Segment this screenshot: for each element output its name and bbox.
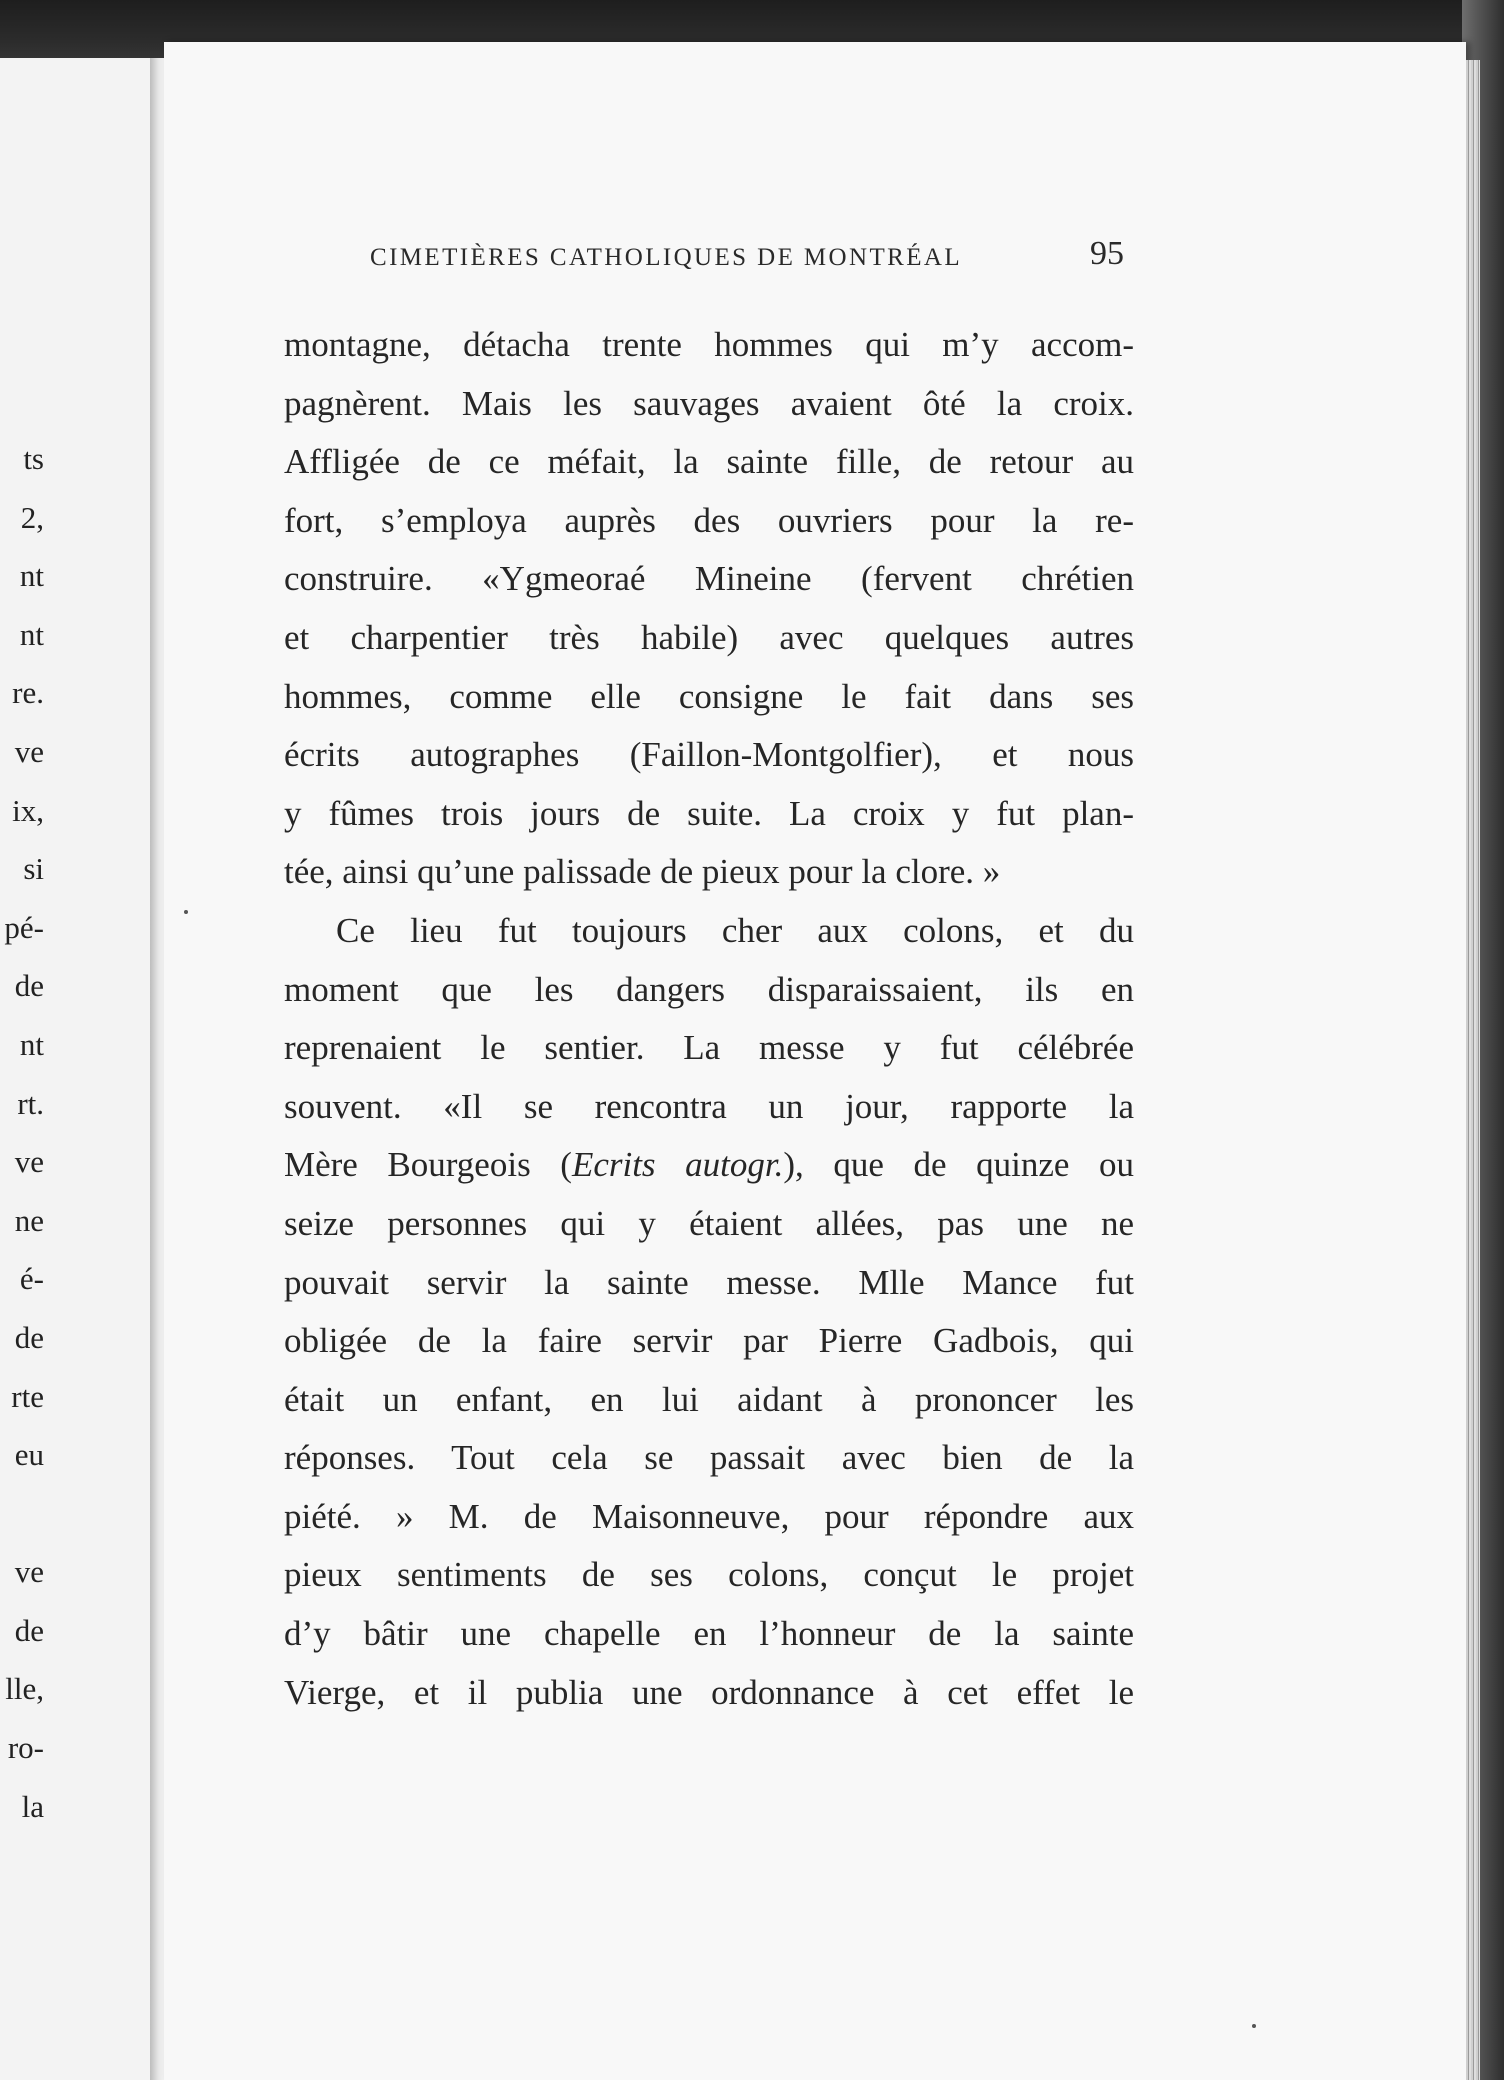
text-line <box>284 961 1134 1020</box>
text-line <box>284 1664 1134 1723</box>
fragment-line: rte <box>11 1378 44 1414</box>
text-line-content: Ce lieu fut toujours cher aux colons, et du <box>336 910 1134 950</box>
page-stack-edge <box>1466 60 1480 2080</box>
text-line <box>284 1605 1134 1664</box>
fragment-line: ne <box>14 1202 44 1238</box>
facing-page-left <box>0 58 150 2080</box>
fragment-line: ro- <box>7 1730 44 1766</box>
fragment-line: nt <box>19 558 44 594</box>
fragment-line: ts <box>23 441 44 476</box>
text-line <box>284 1019 1134 1078</box>
text-line-content: était un enfant, en lui aidant à prononcer les <box>284 1379 1134 1419</box>
text-line <box>284 668 1134 727</box>
text-line <box>284 1254 1134 1313</box>
fragment-line: ve <box>14 733 44 769</box>
text-line-content: pieux sentiments de ses colons, conçut le projet <box>284 1555 1134 1595</box>
text-line <box>284 726 1134 785</box>
facing-page-text-fragments <box>0 430 44 1836</box>
text-line-content: fort, s’employa auprès des ouvriers pour la re- <box>284 500 1134 540</box>
text-line-content: réponses. Tout cela se passait avec bien de la <box>284 1438 1134 1478</box>
fragment-line: nt <box>19 1026 44 1062</box>
text-line-content: obligée de la faire servir par Pierre Gadbois, qui <box>284 1321 1134 1361</box>
text-line <box>284 1371 1134 1430</box>
page-number: 95 <box>1090 235 1124 272</box>
fragment-line: 2, <box>20 499 44 535</box>
fragment-line: nt <box>19 616 44 652</box>
text-line-content: pagnèrent. Mais les sauvages avaient ôté la croix. <box>284 383 1134 423</box>
text-line <box>284 316 1134 375</box>
text-line-content: Affligée de ce méfait, la sainte fille, de retour au <box>284 442 1134 482</box>
fragment-line: de <box>14 968 44 1004</box>
running-head <box>370 235 1130 278</box>
text-line <box>284 375 1134 434</box>
text-line <box>284 1078 1134 1137</box>
text-line <box>284 843 1134 902</box>
book-gutter <box>150 58 164 2080</box>
fragment-line: é- <box>19 1261 44 1297</box>
text-line-content: y fûmes trois jours de suite. La croix y fut plan- <box>284 793 1134 833</box>
text-line-content: écrits autographes (Faillon-Montgolfier), et nous <box>284 735 1134 775</box>
text-line-content: d’y bâtir une chapelle en l’honneur de la sainte <box>284 1614 1134 1654</box>
text-line-content: reprenaient le sentier. La messe y fut célébrée <box>284 1028 1134 1068</box>
text-line <box>284 1136 1134 1195</box>
text-line-content: moment que les dangers disparaissaient, ils en <box>284 969 1134 1009</box>
text-line-content: seize personnes qui y étaient allées, pas une ne <box>284 1203 1134 1243</box>
text-line-content: piété. » M. de Maisonneuve, pour répondre aux <box>284 1496 1134 1536</box>
running-head-title: CIMETIÈRES CATHOLIQUES DE MONTRÉAL <box>370 244 962 271</box>
paper-speck <box>184 910 188 914</box>
text-line <box>284 785 1134 844</box>
body-text <box>284 316 1134 1722</box>
text-line <box>284 902 1134 961</box>
fragment-line: pé- <box>4 909 44 945</box>
text-line <box>284 1546 1134 1605</box>
text-line <box>284 492 1134 551</box>
fragment-line <box>0 1485 44 1544</box>
fragment-line: ix, <box>12 792 44 828</box>
fragment-line: de <box>14 1319 44 1355</box>
fragment-line: eu <box>14 1437 44 1473</box>
text-line-content: tée, ainsi qu’une palissade de pieux pour la clore. » <box>284 852 1001 892</box>
text-line-content: construire. «Ygmeoraé Mineine (fervent chrétien <box>284 559 1134 599</box>
fragment-line: la <box>21 1788 44 1824</box>
text-line <box>284 1488 1134 1547</box>
text-line-content: Vierge, et il publia une ordonnance à cet effet le <box>284 1672 1134 1712</box>
text-line <box>284 1429 1134 1488</box>
fragment-line: de <box>14 1612 44 1648</box>
text-line-content: et charpentier très habile) avec quelques autres <box>284 617 1134 657</box>
text-line-content: montagne, détacha trente hommes qui m’y accom- <box>284 325 1134 364</box>
fragment-line: lle, <box>5 1671 44 1707</box>
text-line <box>284 550 1134 609</box>
text-line <box>284 1195 1134 1254</box>
fragment-line: rt. <box>17 1085 44 1121</box>
text-line <box>284 1312 1134 1371</box>
fragment-line: ve <box>14 1144 44 1180</box>
text-line-content: pouvait servir la sainte messe. Mlle Mance fut <box>284 1262 1134 1302</box>
fragment-line: ve <box>14 1554 44 1590</box>
text-line-content: Mère Bourgeois (Ecrits autogr.), que de quinze ou <box>284 1145 1134 1185</box>
fragment-line: si <box>23 851 44 887</box>
text-line <box>284 433 1134 492</box>
text-line-content: hommes, comme elle consigne le fait dans ses <box>284 676 1134 716</box>
fragment-line: re. <box>12 675 44 711</box>
text-line-content: souvent. «Il se rencontra un jour, rapporte la <box>284 1086 1134 1126</box>
paper-speck <box>1252 2024 1256 2028</box>
text-line <box>284 609 1134 668</box>
